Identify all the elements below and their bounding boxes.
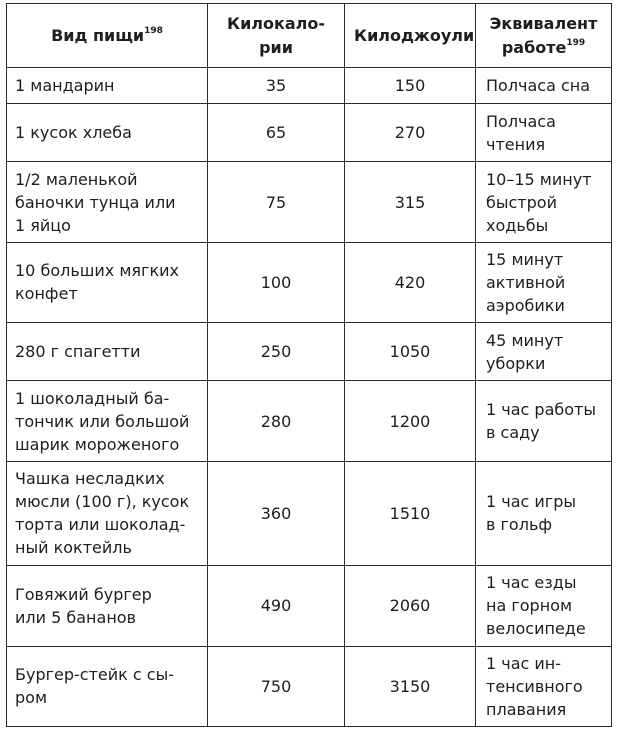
header-equiv-label: работе <box>501 37 567 57</box>
equiv-text-line: ходьбы <box>486 215 549 235</box>
table-row <box>7 566 612 646</box>
equiv-text-line: 1 час ин- <box>486 653 562 673</box>
table-body <box>7 68 612 727</box>
header-food-footnote: 198 <box>144 26 163 37</box>
food-text-line: 1 кусок хлеба <box>15 123 132 143</box>
header-food-label: Вид пищи <box>51 25 145 45</box>
equiv-text-line: тенсивного <box>486 676 583 696</box>
header-kcal <box>208 4 345 68</box>
food-cell <box>7 646 208 726</box>
equiv-text-line: в гольф <box>486 515 553 535</box>
food-cell <box>7 566 208 646</box>
equiv-cell <box>476 162 612 242</box>
equiv-text-line: Полчаса <box>486 111 556 131</box>
food-text-line: или 5 бананов <box>15 607 136 627</box>
food-text-line: 1 шоколадный ба- <box>15 388 170 408</box>
food-text-line: тончик или большой <box>15 411 190 431</box>
header-kcal-line2: рии <box>259 37 293 57</box>
food-text-line: Говяжий бургер <box>15 584 152 604</box>
equiv-cell <box>476 104 612 162</box>
equiv-text-line: 1 час работы <box>486 400 596 420</box>
equiv-text-line: чтения <box>486 134 546 154</box>
kcal-cell: 490 <box>208 566 345 646</box>
header-equiv-line1: Эквивалент <box>489 13 598 33</box>
header-kj-label: Килоджоули <box>354 25 475 45</box>
equiv-cell <box>476 381 612 461</box>
equiv-cell <box>476 242 612 322</box>
food-text-line: 1 мандарин <box>15 76 115 96</box>
equiv-text-line: Полчаса сна <box>486 76 591 96</box>
equiv-text-line: в саду <box>486 423 540 443</box>
kj-cell: 1510 <box>345 461 476 565</box>
kj-cell: 420 <box>345 242 476 322</box>
equiv-text-line: активной <box>486 272 566 292</box>
table-row <box>7 68 612 104</box>
kcal-cell: 65 <box>208 104 345 162</box>
food-text-line: 10 больших мягких <box>15 261 179 281</box>
header-kcal-line1: Килокало- <box>226 13 325 33</box>
equiv-text-line: 45 минут <box>486 330 564 350</box>
equiv-text-line: уборки <box>486 353 546 373</box>
equiv-text-line: на горном <box>486 596 573 616</box>
food-cell <box>7 242 208 322</box>
table-row <box>7 104 612 162</box>
food-text-line: шарик мороженого <box>15 434 180 454</box>
kj-cell: 1050 <box>345 323 476 381</box>
header-equiv-line2 <box>485 36 602 60</box>
equiv-cell <box>476 323 612 381</box>
kcal-cell: 750 <box>208 646 345 726</box>
equiv-text-line: 15 минут <box>486 249 564 269</box>
food-text-line: 1 яйцо <box>15 215 71 235</box>
equiv-cell <box>476 646 612 726</box>
equiv-text-line: 10–15 минут <box>486 169 592 189</box>
food-cell <box>7 104 208 162</box>
kj-cell: 1200 <box>345 381 476 461</box>
food-text-line: Чашка несладких <box>15 469 165 489</box>
equiv-text-line: 1 час игры <box>486 492 576 512</box>
table-row <box>7 646 612 726</box>
kcal-cell: 75 <box>208 162 345 242</box>
equiv-text-line: 1 час езды <box>486 573 577 593</box>
food-cell <box>7 461 208 565</box>
food-cell <box>7 323 208 381</box>
equiv-cell <box>476 461 612 565</box>
calorie-table <box>6 3 612 727</box>
kcal-cell: 360 <box>208 461 345 565</box>
kj-cell: 3150 <box>345 646 476 726</box>
header-kj <box>345 4 476 68</box>
table-row <box>7 162 612 242</box>
kcal-cell: 280 <box>208 381 345 461</box>
food-text-line: баночки тунца или <box>15 192 176 212</box>
food-text-line: торта или шоколад- <box>15 515 186 535</box>
header-equiv-footnote: 199 <box>566 38 586 49</box>
kcal-cell: 250 <box>208 323 345 381</box>
food-text-line: 1/2 маленькой <box>15 169 138 189</box>
header-food <box>7 4 208 68</box>
food-text-line: ром <box>15 688 48 708</box>
food-cell <box>7 68 208 104</box>
equiv-text-line: велосипеде <box>486 619 586 639</box>
kj-cell: 270 <box>345 104 476 162</box>
equiv-text-line: аэробики <box>486 295 565 315</box>
equiv-text-line: быстрой <box>486 192 557 212</box>
header-equiv <box>476 4 612 68</box>
food-cell <box>7 162 208 242</box>
table-row <box>7 242 612 322</box>
table-row <box>7 461 612 565</box>
kcal-cell: 100 <box>208 242 345 322</box>
food-text-line: мюсли (100 г), кусок <box>15 492 190 512</box>
food-cell <box>7 381 208 461</box>
food-text-line: Бургер-стейк с сы- <box>15 665 174 685</box>
equiv-cell <box>476 68 612 104</box>
table-row <box>7 323 612 381</box>
kj-cell: 2060 <box>345 566 476 646</box>
food-text-line: 280 г спагетти <box>15 342 141 362</box>
equiv-text-line: плавания <box>486 699 567 719</box>
kcal-cell: 35 <box>208 68 345 104</box>
equiv-cell <box>476 566 612 646</box>
food-text-line: конфет <box>15 284 78 304</box>
header-row <box>7 4 612 68</box>
food-text-line: ный коктейль <box>15 538 132 558</box>
kj-cell: 315 <box>345 162 476 242</box>
kj-cell: 150 <box>345 68 476 104</box>
table-row <box>7 381 612 461</box>
